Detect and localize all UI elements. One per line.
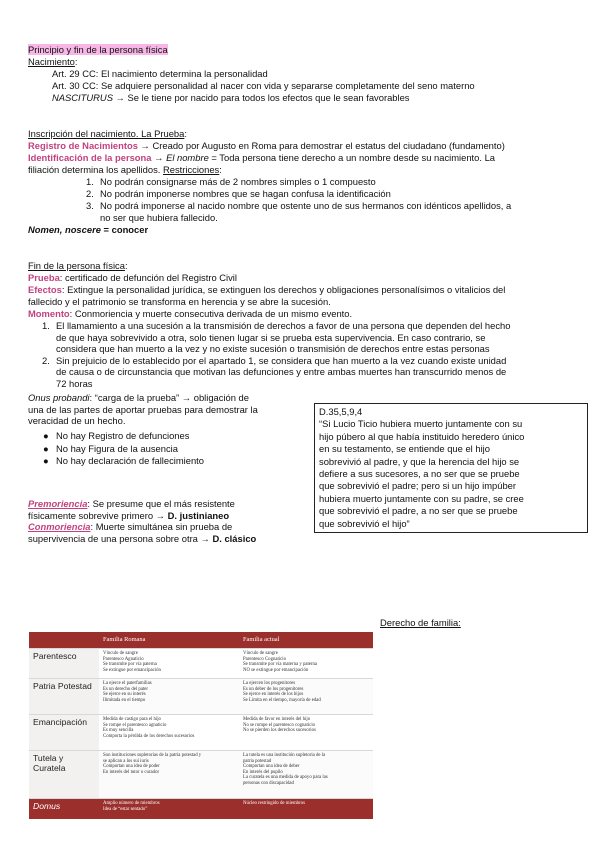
quote-line: en su testamento, se entiende que el hijo: [319, 443, 490, 455]
quote-line: hubiera muerto juntamente con su padre, se cree: [319, 492, 524, 504]
onus-term: Onus probandi: [28, 392, 90, 403]
registro-text: → Creado por Augusto en Roma para demostrar el estatus del ciudadano (fundamento): [137, 140, 505, 151]
fin-heading: Fin de la persona física:: [28, 260, 128, 271]
nombre-term: El nombre: [166, 152, 209, 163]
registro-term: Registro de Nacimientos: [28, 140, 138, 151]
list-item-continuation: de causa o de circunstancia que motivan las defunciones y entre ambas muertes han transcurrido menos de: [56, 366, 507, 378]
table-cell: Vínculo de sangre Parentesco Cognaticio Se transmite por vía materna y paterna NO se extingue por emancipación: [239, 649, 373, 679]
table-cell: La tutela es una institución supletoria de la patria potestad Comportan una idea de deber En interés del pupilo La curatela es una medida de apoyo para las personas con discapacidad: [239, 751, 373, 799]
table-cell: Medida de castigo para el hijo Se rompe el parentesco agnaticio Es muy sencilla Comporta la pérdida de los derechos sucesorios: [99, 715, 239, 751]
table-header: [29, 632, 99, 649]
list-item: 2. No podrán imponerse nombres que se hagan confusa la identificación: [86, 188, 391, 200]
nomen-line: Nomen, noscere = conocer: [28, 224, 149, 235]
list-item: ● No hay Registro de defunciones: [43, 430, 190, 441]
list-item-continuation: no ser que hubiera fallecido.: [100, 211, 218, 223]
identificacion-term: Identificación de la persona: [28, 152, 152, 163]
quote-reference: D.35,5,9,4: [319, 406, 363, 417]
table-cell: La ejerce el paterfamilias Es un derecho del pater Se ejerce en su interés Ilimitada en el tiempo: [99, 679, 239, 715]
table-header: Familia Romana: [99, 632, 239, 649]
onus-bullets: [43, 430, 204, 467]
efectos-line-2: fallecido y el patrimonio se transforma en herencia y se abre la sucesión.: [28, 296, 331, 307]
list-item: 3. No podrá imponerse al nacido nombre que ostente uno de sus hermanos con idénticos apellidos, a: [86, 200, 512, 212]
filiacion-line: filiación determina los apellidos. Restricciones:: [28, 164, 222, 175]
quote-line: defiere a sus sucesores, a no ser que se pruebe: [319, 468, 520, 480]
section-title: Principio y fin de la persona física: [28, 44, 168, 55]
table-row: [29, 679, 373, 715]
table-cell: La ejercen los progenitores Es un deber de los progenitores Se ejerce en interés de los hijos Se Limita en el tiempo, mayoría de edad: [239, 679, 373, 715]
quote-line: que sobrevivió el hijo”: [319, 517, 410, 529]
table-cell: Medida de favor en interés del hijo No se rompe el parentesco cognaticio No se pierden los derechos sucesorios: [239, 715, 373, 751]
momento-line: Momento: Conmoriencia y muerte consecutiva derivada de un mismo evento.: [28, 308, 353, 319]
quote-line: que sobrevivió el padre, a no ser que se pruebe: [319, 505, 518, 517]
list-item: 2. Sin prejuicio de lo establecido por el apartado 1, se considera que han muerto a la vez cuando existe unidad: [42, 354, 507, 366]
table-cell: Núcleo restringido de miembros: [239, 799, 373, 819]
premoriencia-block: Premoriencia: Se presume que el más resistente físicamente sobrevive primero → D. justinianeo Conmoriencia: Muerte simultánea sin prueba de supervivencia de una persona sobre otra → D. clásico: [28, 498, 257, 544]
list-item-continuation: de que haya sobrevivido a otra, solo tienen lugar si se prueba esta supervivencia. En caso contrario, se: [56, 331, 486, 343]
quote-line: “Si Lucio Ticio hubiera muerto juntamente con su: [319, 418, 523, 430]
restricciones-term: Restricciones: [162, 164, 220, 175]
quote-line: sobrevivió al padre, y que la herencia del hijo se: [319, 455, 520, 467]
efectos-term: Efectos: [28, 284, 62, 295]
nomen-term: Nomen, noscere: [28, 224, 101, 235]
list-item: ● No hay Figura de la ausencia: [43, 442, 178, 454]
restricciones-list: [86, 176, 512, 223]
art30-line: Art. 30 CC: Se adquiere personalidad al nacer con vida y separarse completamente del seno materno: [52, 80, 475, 91]
premoriencia-term: Premoriencia: [28, 498, 88, 509]
inscripcion-heading: Inscripción del nacimiento. La Prueba:: [28, 128, 187, 139]
momento-term: Momento: [28, 308, 70, 319]
table-cell: Amplio número de miembros Idea de “estar sentado”: [99, 799, 239, 819]
efectos-line: Efectos: Extingue la personalidad jurídica, se extinguen los derechos y obligaciones personalísimos o vitalicios del: [28, 284, 506, 295]
list-item: ● No hay declaración de fallecimiento: [43, 455, 204, 467]
familia-heading: Derecho de familia:: [380, 617, 461, 628]
prueba-term: Prueba: [28, 272, 60, 283]
nasciturus-text: → Se le tiene por nacido para todos los efectos que le sean favorables: [112, 92, 410, 103]
nacimiento-heading: Nacimiento:: [28, 56, 78, 67]
row-label: Parentesco: [29, 649, 99, 679]
familia-table: [29, 632, 373, 819]
momento-points: [42, 320, 511, 390]
art29-line: Art. 29 CC: El nacimiento determina la personalidad: [52, 68, 268, 79]
table-row: [29, 751, 373, 799]
conmoriencia-term: Conmoriencia: [28, 521, 91, 533]
digest-quote-box: [314, 403, 588, 533]
identificacion-line: Identificación de la persona → El nombre = Toda persona tiene derecho a un nombre desde su nacimiento. La: [28, 152, 496, 163]
table-cell: Vínculo de sangre Parentesco Agnaticio Se transmite por vía paterna Se extingue por emancipación: [99, 649, 239, 679]
table-row: [29, 799, 373, 819]
list-item-continuation: 72 horas: [56, 377, 93, 389]
table-header-row: [29, 632, 373, 649]
quote-line: hijo púbero al que había instituido heredero único: [319, 430, 525, 442]
nasciturus-term: NASCITURUS: [52, 92, 113, 103]
table-cell: Son instituciones supletorias de la patria potestad y se aplican a los sui iuris Comportan una idea de poder En interés del tutor o curador: [99, 751, 239, 799]
registro-line: [28, 140, 505, 152]
row-label: Tutela y Curatela: [29, 751, 99, 799]
onus-block: Onus probandi: “carga de la prueba” → obligación de una de las partes de aportar pruebas para demostrar la veracidad de un hecho.: [28, 392, 258, 427]
row-label: Patria Potestad: [29, 679, 99, 715]
table-row: [29, 649, 373, 679]
row-label: Emancipación: [29, 715, 99, 751]
prueba-line: Prueba: certificado de defunción del Registro Civil: [28, 272, 237, 283]
table-row: [29, 715, 373, 751]
row-label: Domus: [29, 799, 99, 819]
table-header: Familia actual: [239, 632, 373, 649]
list-item: 1. No podrán consignarse más de 2 nombres simples o 1 compuesto: [86, 176, 376, 187]
list-item-continuation: considera que han muerto a la vez y no existe sucesión o transmisión de derechos entre estas personas: [56, 343, 490, 355]
quote-line: que sobrevivió el padre; pero si un hijo impúber: [319, 480, 516, 492]
nasciturus-line: [52, 92, 410, 104]
list-item: 1. El llamamiento a una sucesión a la transmisión de derechos a favor de una persona que dependen del hecho: [42, 320, 511, 331]
